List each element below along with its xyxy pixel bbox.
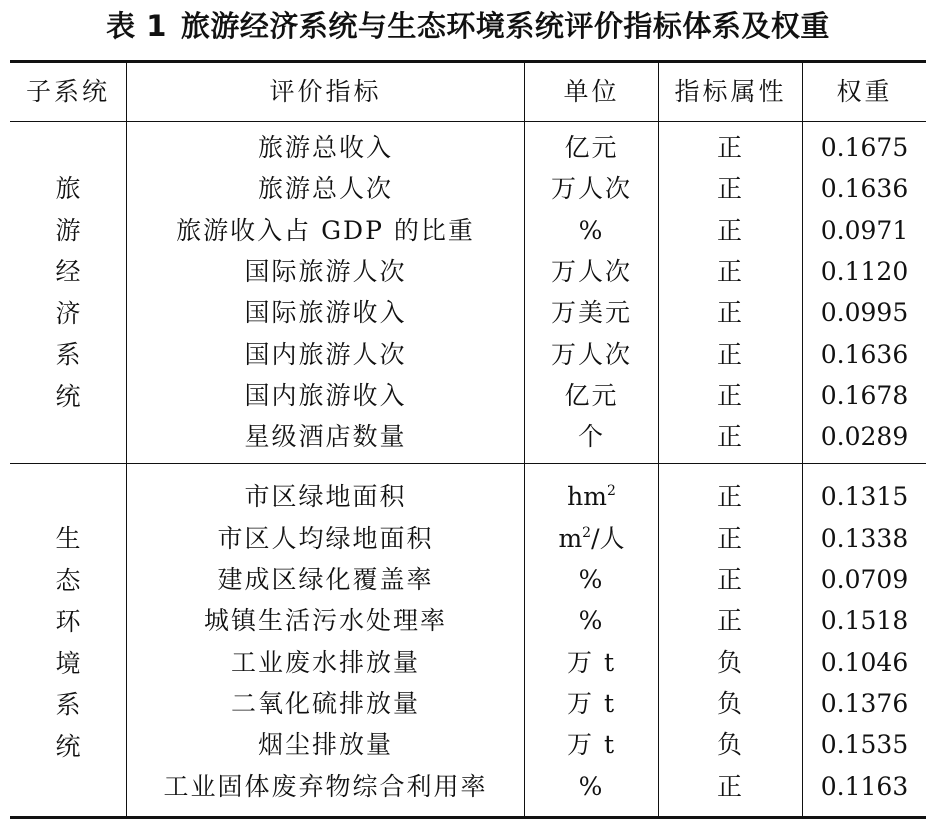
- unit-cell: 万人次: [550, 340, 632, 369]
- attribute-cell: 正: [716, 257, 744, 286]
- indicator-cell: 国内旅游收入: [244, 381, 407, 410]
- attribute-cell: 正: [716, 606, 744, 635]
- attribute-cell: 正: [716, 524, 744, 553]
- unit-cell: 万人次: [550, 257, 632, 286]
- header-indicator: 评价指标: [269, 77, 382, 106]
- indicator-cell: 市区人均绿地面积: [217, 524, 434, 553]
- attribute-cell: 正: [716, 772, 744, 801]
- unit-superscript: 2: [606, 483, 616, 499]
- indicator-cell: 国内旅游人次: [244, 340, 407, 369]
- weight-cell: 0.1338: [820, 524, 909, 553]
- weight-cell: 0.0709: [820, 565, 909, 594]
- header-weight: 权重: [836, 77, 893, 106]
- weight-cell: 0.1675: [820, 133, 909, 162]
- indicator-cell: 旅游总人次: [257, 174, 393, 203]
- attribute-cell: 正: [716, 340, 744, 369]
- bottom-rule: [10, 816, 926, 819]
- attribute-cell: 正: [716, 174, 744, 203]
- weight-cell: 0.1046: [820, 648, 909, 677]
- unit-cell: %: [578, 772, 605, 801]
- weight-cell: 0.1535: [820, 730, 909, 759]
- unit-cell: [525, 522, 658, 556]
- header-subsystem: 子系统: [25, 77, 110, 106]
- weight-cell: 0.0995: [820, 298, 909, 327]
- subsystem-ecological-environment: [10, 518, 126, 767]
- group-divider: [10, 463, 926, 464]
- weight-cell: 0.1376: [820, 689, 909, 718]
- weight-cell: 0.1163: [820, 772, 909, 801]
- indicator-cell: 旅游总收入: [257, 133, 393, 162]
- indicator-cell: 二氧化硫排放量: [230, 689, 420, 718]
- attribute-cell: 负: [716, 730, 744, 759]
- unit-cell: %: [578, 606, 605, 635]
- subsystem-char: 旅: [55, 174, 81, 203]
- unit-cell: 亿元: [564, 381, 619, 410]
- unit-cell: 万 t: [567, 648, 616, 677]
- weight-cell: 0.1315: [820, 482, 909, 511]
- attribute-cell: 正: [716, 565, 744, 594]
- table-caption: 旅游经济系统与生态环境系统评价指标体系及权重: [180, 9, 830, 43]
- table-title: [0, 6, 936, 46]
- subsystem-char: 态: [55, 565, 81, 595]
- attribute-cell: 正: [716, 133, 744, 162]
- table-number: 表 1: [106, 9, 167, 43]
- attribute-cell: 负: [716, 648, 744, 677]
- indicator-cell: 国际旅游收入: [244, 298, 407, 327]
- subsystem-char: 境: [55, 648, 81, 678]
- indicator-cell: 旅游收入占 GDP 的比重: [176, 216, 475, 245]
- attribute-cell: 正: [716, 381, 744, 410]
- weight-cell: 0.1636: [820, 174, 909, 203]
- indicator-cell: 星级酒店数量: [244, 422, 407, 451]
- unit-base: hm: [567, 482, 607, 511]
- attribute-cell: 负: [716, 689, 744, 718]
- unit-tail: /人: [591, 524, 625, 553]
- indicator-cell: 国际旅游人次: [244, 257, 407, 286]
- unit-cell: 万 t: [567, 730, 616, 759]
- indicator-cell: 工业固体废弃物综合利用率: [163, 772, 488, 801]
- weight-cell: 0.0971: [820, 216, 909, 245]
- unit-cell: 万 t: [567, 689, 616, 718]
- unit-cell: %: [578, 565, 605, 594]
- weight-cell: 0.0289: [820, 422, 909, 451]
- unit-cell: 万人次: [550, 174, 632, 203]
- subsystem-char: 生: [55, 524, 81, 553]
- unit-base: m: [558, 524, 583, 553]
- subsystem-char: 统: [55, 731, 81, 761]
- weight-cell: 0.1678: [820, 381, 909, 410]
- weight-cell: 0.1518: [820, 606, 909, 635]
- unit-cell: 亿元: [564, 133, 619, 162]
- subsystem-char: 环: [55, 607, 81, 636]
- attribute-cell: 正: [716, 422, 744, 451]
- header-rule: [10, 121, 926, 122]
- unit-superscript: 2: [582, 525, 592, 541]
- subsystem-char: 济: [55, 298, 81, 328]
- subsystem-char: 系: [55, 340, 81, 369]
- weight-cell: 0.1636: [820, 340, 909, 369]
- attribute-cell: 正: [716, 216, 744, 245]
- indicator-cell: 市区绿地面积: [244, 482, 407, 511]
- unit-cell: 万美元: [550, 298, 632, 327]
- indicator-cell: 烟尘排放量: [257, 730, 393, 759]
- indicator-cell: 工业废水排放量: [230, 648, 420, 677]
- top-rule: [10, 60, 926, 63]
- header-unit: 单位: [563, 77, 620, 106]
- unit-cell: [525, 480, 658, 514]
- subsystem-char: 游: [55, 215, 81, 245]
- attribute-cell: 正: [716, 298, 744, 327]
- subsystem-tourism-economy: [10, 168, 126, 417]
- indicator-cell: 城镇生活污水处理率: [203, 606, 447, 635]
- header-attribute: 指标属性: [674, 77, 787, 106]
- weight-cell: 0.1120: [820, 257, 909, 286]
- subsystem-char: 统: [55, 381, 81, 411]
- unit-cell: 个: [577, 422, 605, 451]
- attribute-cell: 正: [716, 482, 744, 511]
- indicator-cell: 建成区绿化覆盖率: [217, 565, 434, 594]
- subsystem-char: 系: [55, 690, 81, 719]
- subsystem-char: 经: [55, 257, 81, 286]
- unit-cell: %: [578, 216, 605, 245]
